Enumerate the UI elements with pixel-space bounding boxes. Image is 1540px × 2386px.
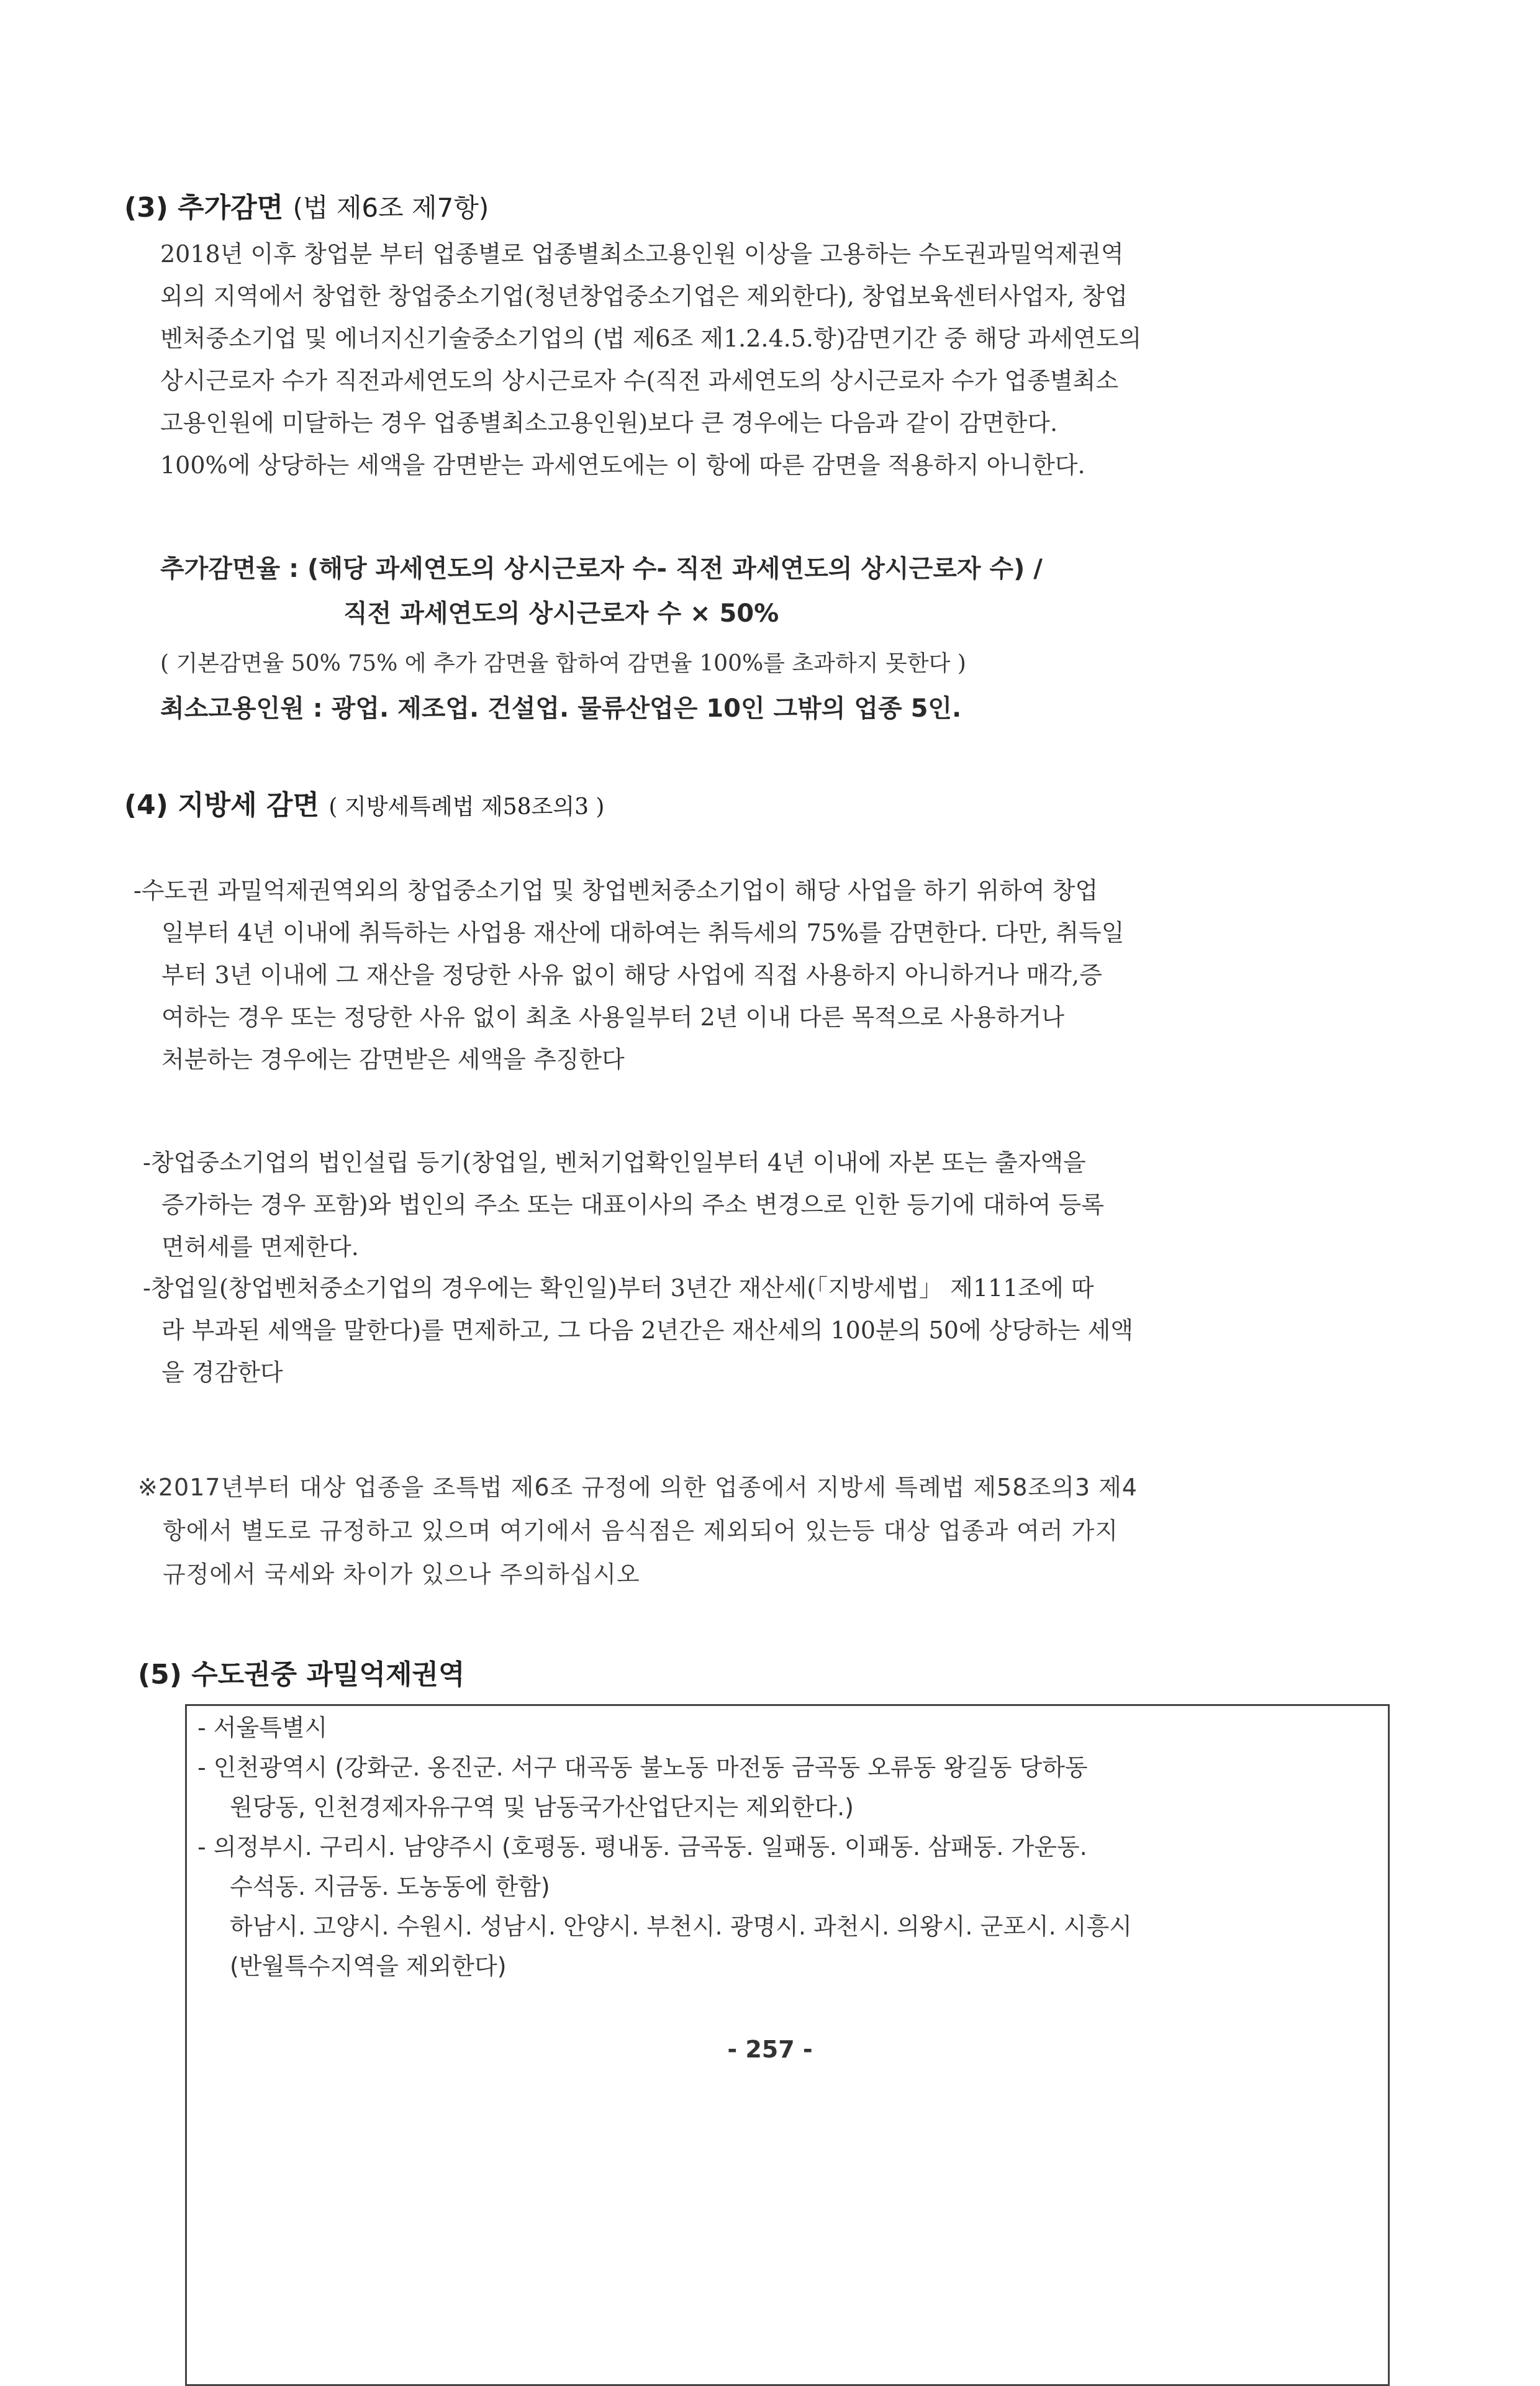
text-line: 2018년 이후 창업분 부터 업종별로 업종별최소고용인원 이상을 고용하는 수도권과밀억제권역 bbox=[160, 240, 1124, 268]
text-line: 규정에서 국세와 차이가 있으나 주의하십시오 bbox=[163, 1561, 640, 1588]
section5-heading-number: (5) bbox=[138, 1659, 182, 1690]
formula-line: 추가감면율 : (해당 과세연도의 상시근로자 수- 직전 과세연도의 상시근로자 수) / bbox=[160, 555, 1043, 583]
text-line: 을 경감한다 bbox=[161, 1359, 283, 1386]
section4-item-acquisition-tax bbox=[134, 869, 1124, 1081]
text-line: 벤처중소기업 및 에너지신기술중소기업의 (법 제6조 제1.2.4.5.항)감면기간 중 해당 과세연도의 bbox=[160, 325, 1142, 352]
text-line: 상시근로자 수가 직전과세연도의 상시근로자 수(직전 과세연도의 상시근로자 수가 업종별최소 bbox=[160, 367, 1119, 394]
section5-heading bbox=[138, 1652, 465, 1692]
text-line: -수도권 과밀억제권역외의 창업중소기업 및 창업벤처중소기업이 해당 사업을 하기 위하여 창업 bbox=[134, 877, 1098, 904]
text-line: 외의 지역에서 창업한 창업중소기업(청년창업중소기업은 제외한다), 창업보육센터사업자, 창업 bbox=[160, 283, 1128, 310]
section4-heading-number: (4) bbox=[124, 789, 168, 821]
list-item: 하남시. 고양시. 수원시. 성남시. 안양시. 부천시. 광명시. 과천시. 의왕시. 군포시. 시흥시 bbox=[230, 1913, 1132, 1940]
section5-heading-title: 수도권중 과밀억제권역 bbox=[191, 1659, 465, 1690]
list-item: - 의정부시. 구리시. 남양주시 (호평동. 평내동. 금곡동. 일패동. 이패동. 삼패동. 가운동. bbox=[197, 1833, 1087, 1861]
section3-heading-number: (3) bbox=[124, 192, 168, 224]
min-employment-rule: 최소고용인원 : 광업. 제조업. 건설업. 물류산업은 10인 그밖의 업종 5인. bbox=[160, 694, 962, 723]
text-line: 100%에 상당하는 세액을 감면받는 과세연도에는 이 항에 따른 감면을 적용하지 아니한다. bbox=[160, 451, 1085, 479]
overconcentration-region-list bbox=[197, 1708, 1132, 1986]
section4-item-registration-tax bbox=[143, 1141, 1104, 1268]
page-number: - 257 - bbox=[727, 2036, 813, 2063]
section4-heading-sub: ( 지방세특례법 제58조의3 ) bbox=[328, 794, 605, 820]
section3-heading bbox=[124, 185, 489, 225]
text-line: 일부터 4년 이내에 취득하는 사업용 재산에 대하여는 취득세의 75%를 감면한다. 다만, 취득일 bbox=[161, 919, 1125, 946]
text-line: 면허세를 면제한다. bbox=[161, 1233, 359, 1261]
text-line: 여하는 경우 또는 정당한 사유 없이 최초 사용일부터 2년 이내 다른 목적으로 사용하거나 bbox=[161, 1004, 1064, 1031]
list-item: - 서울특별시 bbox=[197, 1714, 328, 1741]
formula-note: ( 기본감면율 50% 75% 에 추가 감면율 합하여 감면율 100%를 초과하지 못한다 ) bbox=[160, 651, 966, 676]
list-item: 수석동. 지금동. 도농동에 한함) bbox=[230, 1873, 550, 1900]
section3-paragraph bbox=[160, 233, 1141, 486]
list-item: 원당동, 인천경제자유구역 및 남동국가산업단지는 제외한다.) bbox=[230, 1794, 854, 1821]
list-item: - 인천광역시 (강화군. 옹진군. 서구 대곡동 불노동 마전동 금곡동 오류동 왕길동 당하동 bbox=[197, 1754, 1088, 1781]
text-line: ※2017년부터 대상 업종을 조특법 제6조 규정에 의한 업종에서 지방세 특례법 제58조의3 제4 bbox=[138, 1474, 1138, 1501]
section3-heading-sub: (법 제6조 제7항) bbox=[292, 193, 489, 223]
text-line: 고용인원에 미달하는 경우 업종별최소고용인원)보다 큰 경우에는 다음과 같이 감면한다. bbox=[160, 409, 1058, 437]
text-line: -창업일(창업벤처중소기업의 경우에는 확인일)부터 3년간 재산세(「지방세법」 제111조에 따 bbox=[143, 1274, 1094, 1302]
text-line: -창업중소기업의 법인설립 등기(창업일, 벤처기업확인일부터 4년 이내에 자본 또는 출자액을 bbox=[143, 1149, 1086, 1176]
text-line: 라 부과된 세액을 말한다)를 면제하고, 그 다음 2년간은 재산세의 100분의 50에 상당하는 세액 bbox=[161, 1317, 1133, 1344]
text-line: 항에서 별도로 규정하고 있으며 여기에서 음식점은 제외되어 있는등 대상 업종과 여러 가지 bbox=[163, 1517, 1119, 1545]
section4-item-property-tax bbox=[143, 1267, 1133, 1394]
handwritten-note bbox=[138, 1466, 1138, 1596]
formula-line-continued: 직전 과세연도의 상시근로자 수 × 50% bbox=[343, 599, 779, 628]
text-line: 증가하는 경우 포함)와 법인의 주소 또는 대표이사의 주소 변경으로 인한 등기에 대하여 등록 bbox=[161, 1191, 1104, 1218]
section3-heading-title: 추가감면 bbox=[178, 192, 284, 224]
section4-heading-title: 지방세 감면 bbox=[178, 789, 320, 821]
text-line: 부터 3년 이내에 그 재산을 정당한 사유 없이 해당 사업에 직접 사용하지 아니하거나 매각,증 bbox=[161, 961, 1102, 989]
text-line: 처분하는 경우에는 감면받은 세액을 추징한다 bbox=[161, 1046, 625, 1073]
list-item: (반월특수지역을 제외한다) bbox=[230, 1953, 507, 1980]
additional-reduction-formula bbox=[160, 547, 1043, 636]
section4-heading bbox=[124, 782, 604, 822]
